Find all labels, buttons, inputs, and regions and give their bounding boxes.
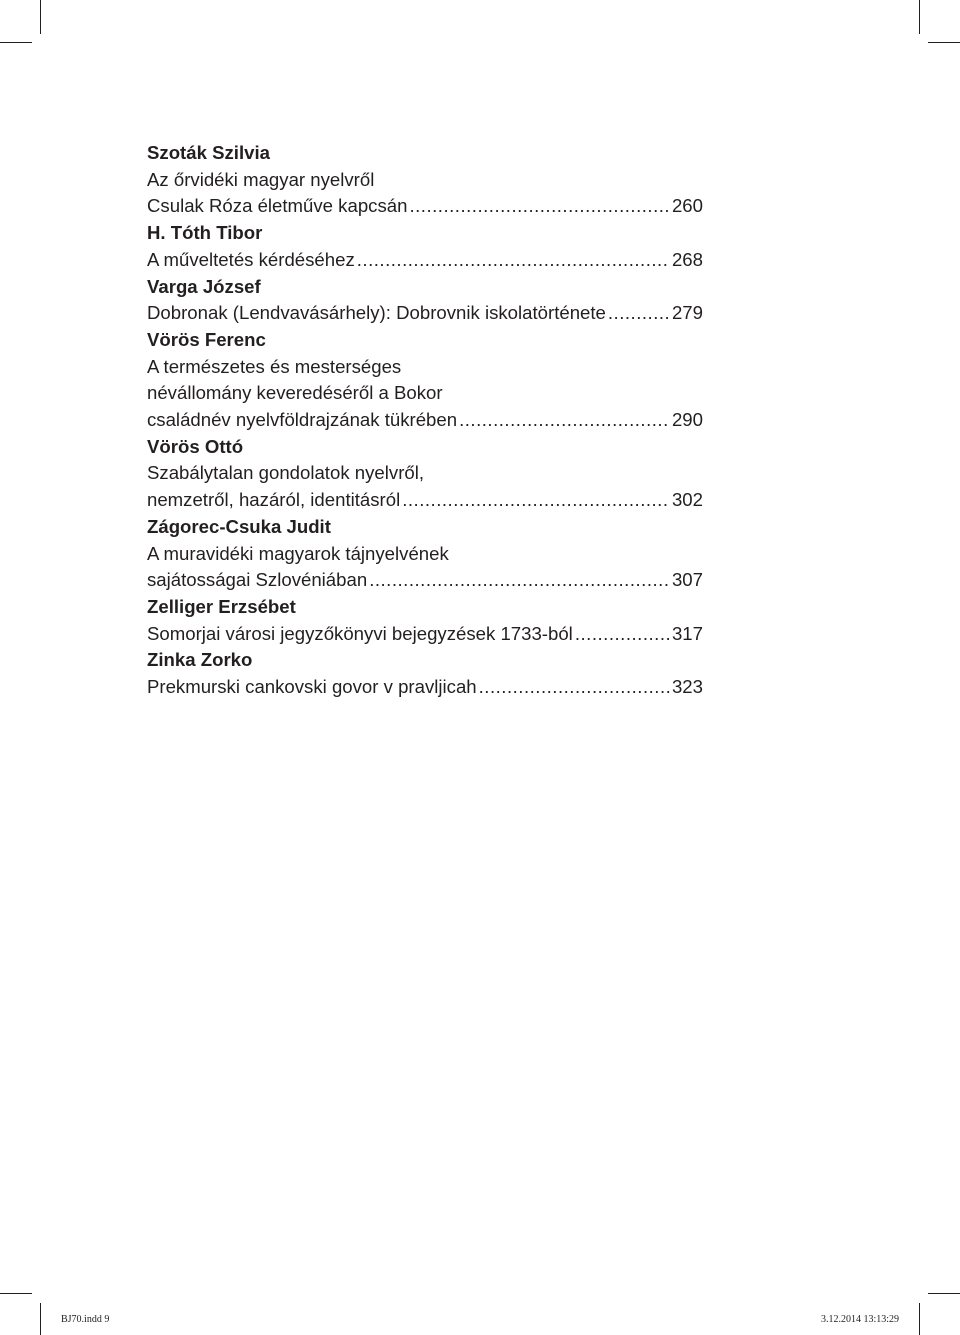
dot-leader: [575, 621, 670, 648]
toc-entry: [147, 327, 703, 434]
toc-entry: [147, 274, 703, 327]
toc-author: Szoták Szilvia: [147, 142, 270, 163]
toc-title-leader-line: [147, 674, 703, 701]
toc-page-number: 268: [671, 248, 703, 270]
toc-entry: [147, 594, 703, 647]
toc-title-leader-line: [147, 407, 703, 434]
toc-page-number: 279: [671, 302, 703, 324]
toc-author: Vörös Ottó: [147, 435, 244, 457]
toc-title-line: családnév nyelvföldrajzának tükrében: [147, 409, 458, 431]
slug-file-name: BJ70.indd 9: [61, 1314, 110, 1325]
table-of-contents: [147, 140, 703, 701]
toc-page-number: 307: [671, 569, 703, 591]
toc-page-number: 260: [671, 195, 703, 217]
toc-title-line: A műveltetés kérdéséhez: [147, 248, 355, 270]
toc-title-line: Prekmurski cankovski govor v pravljicah: [147, 676, 477, 698]
toc-title-line: névállomány keveredéséről a Bokor: [147, 382, 443, 404]
toc-title-line: Csulak Róza életműve kapcsán: [147, 195, 408, 217]
toc-title-leader-line: [147, 193, 703, 220]
crop-mark-top-right: [919, 0, 920, 34]
toc-author: Varga József: [147, 275, 261, 297]
dot-leader: [357, 247, 670, 274]
toc-author: Zelliger Erzsébet: [147, 595, 296, 617]
crop-mark-bottom-right-h: [928, 1293, 960, 1294]
toc-title-line: sajátosságai Szlovéniában: [147, 569, 368, 591]
toc-title-line: Somorjai városi jegyzőkönyvi bejegyzések 1733-ból: [147, 622, 573, 644]
crop-mark-top-left-h: [0, 42, 32, 43]
slug-divider-right: [919, 1303, 920, 1335]
toc-page-number: 302: [671, 489, 703, 511]
toc-title-line: A muravidéki magyarok tájnyelvének: [147, 542, 449, 564]
dot-leader: [608, 300, 670, 327]
dot-leader: [402, 487, 670, 514]
print-slug: [40, 1303, 920, 1335]
slug-divider-left: [40, 1303, 41, 1335]
crop-mark-top-right-h: [928, 42, 960, 43]
toc-entry: [147, 220, 703, 273]
toc-author: Zágorec-Csuka Judit: [147, 515, 331, 537]
toc-author: H. Tóth Tibor: [147, 222, 263, 244]
crop-mark-top-left: [40, 0, 41, 34]
dot-leader: [459, 407, 670, 434]
slug-timestamp: 3.12.2014 13:13:29: [820, 1314, 899, 1325]
toc-page-number: 323: [671, 676, 703, 698]
dot-leader: [479, 674, 670, 701]
toc-title-line: nemzetről, hazáról, identitásról: [147, 489, 401, 511]
toc-title-line: Az őrvidéki magyar nyelvről: [147, 168, 375, 190]
toc-title-leader-line: [147, 247, 703, 274]
dot-leader: [369, 567, 670, 594]
toc-title-line: Dobronak (Lendvavásárhely): Dobrovnik iskolatörténete: [147, 302, 606, 324]
toc-title-leader-line: [147, 567, 703, 594]
toc-entry: [147, 647, 703, 700]
crop-mark-bottom-left-h: [0, 1293, 32, 1294]
toc-title-line: A természetes és mesterséges: [147, 355, 402, 377]
toc-entry: [147, 434, 703, 514]
toc-author: Vörös Ferenc: [147, 328, 266, 350]
toc-entry: [147, 140, 703, 220]
toc-title-leader-line: [147, 487, 703, 514]
toc-author: Zinka Zorko: [147, 649, 253, 671]
toc-entry: [147, 514, 703, 594]
toc-title-line: Szabálytalan gondolatok nyelvről,: [147, 462, 425, 484]
toc-title-leader-line: [147, 621, 703, 648]
toc-title-leader-line: [147, 300, 703, 327]
toc-page-number: 290: [671, 409, 703, 431]
toc-page-number: 317: [671, 622, 703, 644]
dot-leader: [409, 193, 670, 220]
